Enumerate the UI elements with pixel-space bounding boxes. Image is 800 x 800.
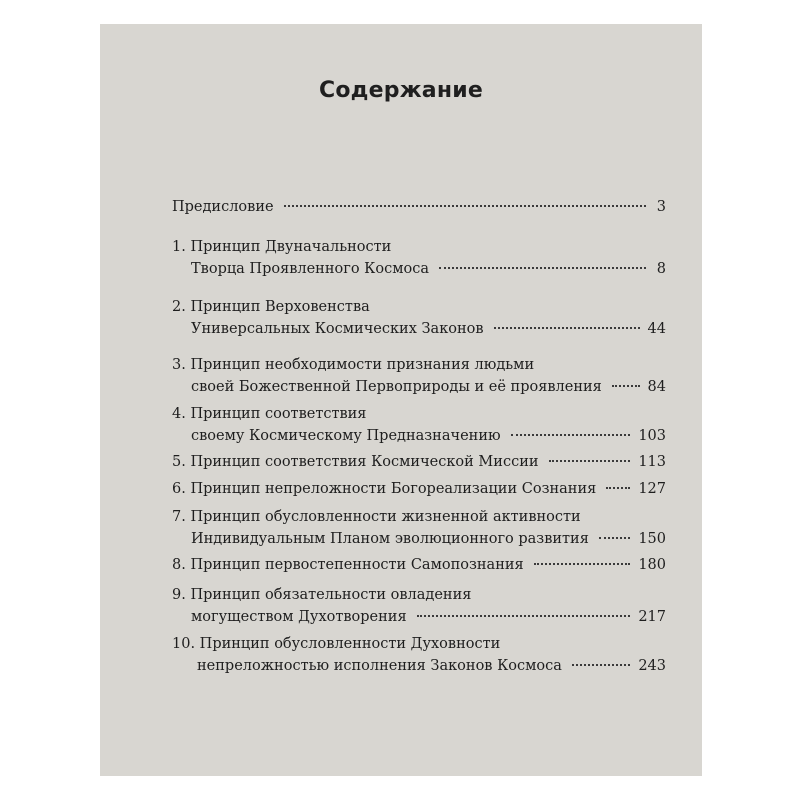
toc-page-number: 150 bbox=[638, 531, 666, 547]
toc-entry-number: 1. bbox=[172, 239, 186, 255]
toc-page-number: 217 bbox=[638, 609, 666, 625]
book-page bbox=[100, 24, 702, 776]
toc-page-number: 8 bbox=[656, 261, 666, 277]
dot-leader bbox=[284, 205, 646, 207]
dot-leader bbox=[549, 460, 631, 462]
toc-entry-title: Принцип соответствия bbox=[190, 406, 367, 422]
toc-entry-title: Принцип соответствия Космической Миссии bbox=[190, 454, 539, 470]
dot-leader bbox=[417, 615, 631, 617]
toc-entry-4 bbox=[172, 403, 666, 447]
toc-entry-number: 10. bbox=[172, 636, 196, 652]
toc-page-number: 243 bbox=[638, 658, 666, 674]
toc-entry-6 bbox=[172, 478, 666, 500]
toc-page-number: 3 bbox=[656, 199, 666, 215]
toc-entry-title-continued: своей Божественной Первоприроды и её проявления bbox=[191, 379, 602, 395]
dot-leader bbox=[511, 434, 631, 436]
toc-entry-title-continued: Универсальных Космических Законов bbox=[191, 321, 484, 337]
toc-page-number: 44 bbox=[647, 321, 666, 337]
toc-entry-title: Принцип обусловленности жизненной активности bbox=[190, 509, 581, 525]
toc-entry-title: Принцип Верховенства bbox=[190, 299, 370, 315]
toc-entry-number: 5. bbox=[172, 454, 186, 470]
toc-page-number: 113 bbox=[638, 454, 666, 470]
toc-entry-title: Принцип первостепенности Самопознания bbox=[190, 557, 524, 573]
toc-entry-number: 4. bbox=[172, 406, 186, 422]
toc-entry-title: Принцип Двуначальности bbox=[190, 239, 392, 255]
toc-entry-9 bbox=[172, 584, 666, 628]
dot-leader bbox=[439, 267, 646, 269]
toc-entry-title: Предисловие bbox=[172, 199, 274, 215]
toc-entry-7 bbox=[172, 506, 666, 550]
toc-entry-3 bbox=[172, 354, 666, 398]
toc-entry-title-continued: непреложностью исполнения Законов Космоса bbox=[197, 658, 562, 674]
toc-entry-number: 2. bbox=[172, 299, 186, 315]
toc-entry-number: 6. bbox=[172, 481, 186, 497]
toc-entry-10 bbox=[172, 633, 666, 677]
toc-entry-title-continued: Индивидуальным Планом эволюционного развития bbox=[191, 531, 589, 547]
toc-entry-number: 8. bbox=[172, 557, 186, 573]
dot-leader bbox=[599, 537, 630, 539]
toc-entry-title: Принцип непреложности Богореализации Сознания bbox=[190, 481, 597, 497]
dot-leader bbox=[606, 487, 630, 489]
toc-entry-5 bbox=[172, 451, 666, 473]
toc-entry-title: Принцип необходимости признания людьми bbox=[190, 357, 535, 373]
toc-entry-title-continued: Творца Проявленного Космоса bbox=[191, 261, 430, 277]
toc-entry-preface bbox=[172, 196, 666, 218]
toc-entry-number: 7. bbox=[172, 509, 186, 525]
page-title: Содержание bbox=[319, 78, 483, 103]
toc-entry-number: 3. bbox=[172, 357, 186, 373]
toc-entry-title: Принцип обусловленности Духовности bbox=[199, 636, 501, 652]
toc-entry-1 bbox=[172, 236, 666, 280]
toc-page-number: 103 bbox=[638, 428, 666, 444]
toc-entry-number: 9. bbox=[172, 587, 186, 603]
dot-leader bbox=[494, 327, 640, 329]
toc-page-number: 180 bbox=[638, 557, 666, 573]
toc-page-number: 127 bbox=[638, 481, 666, 497]
toc-page-number: 84 bbox=[647, 379, 666, 395]
dot-leader bbox=[572, 664, 630, 666]
toc-entry-title-continued: могуществом Духотворения bbox=[191, 609, 407, 625]
toc-entry-title-continued: своему Космическому Предназначению bbox=[191, 428, 501, 444]
dot-leader bbox=[612, 385, 640, 387]
dot-leader bbox=[534, 563, 631, 565]
toc-entry-title: Принцип обязательности овладения bbox=[190, 587, 472, 603]
toc-entry-2 bbox=[172, 296, 666, 340]
toc-entry-8 bbox=[172, 554, 666, 576]
